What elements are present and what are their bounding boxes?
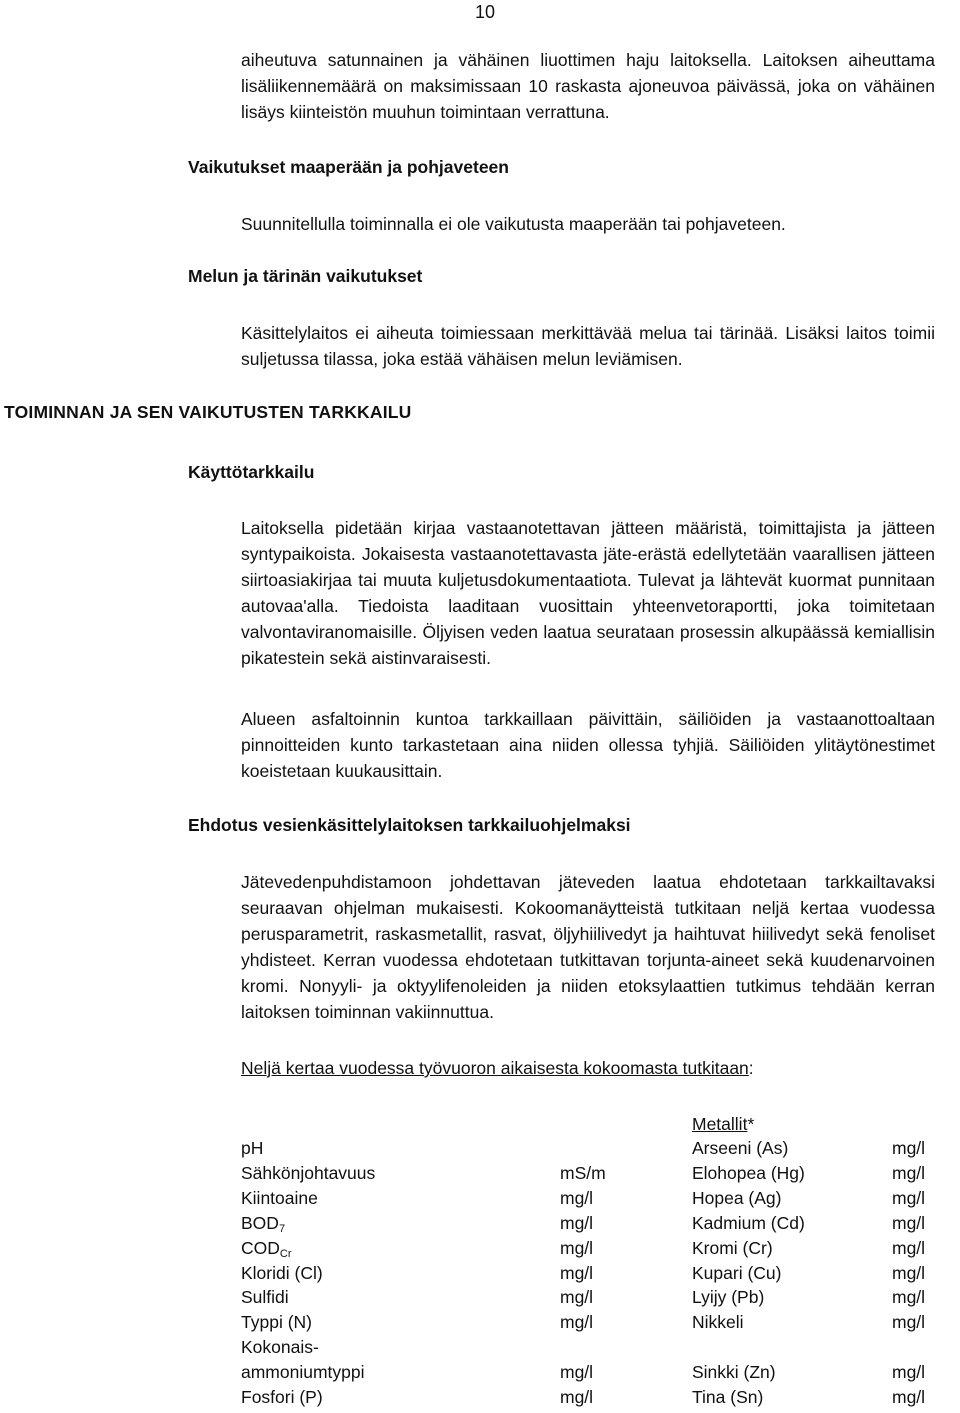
section-heading-soil: Vaikutukset maaperään ja pohjaveteen [188,157,509,177]
section-heading-noise: Melun ja tärinän vaikutukset [188,266,423,286]
parameter-name: ammoniumtyppi [241,1362,365,1383]
section-heading-operation: Käyttötarkkailu [188,462,315,482]
table-row [0,1163,960,1188]
section-heading-proposal: Ehdotus vesienkäsittelylaitoksen tarkkailuohjelmaksi [188,815,631,835]
parameter-unit: mg/l [560,1387,594,1407]
parameter-unit: mS/m [560,1162,606,1183]
metal-unit: mg/l [892,1287,926,1308]
table-row [0,1312,960,1337]
table-row [0,1138,960,1163]
metal-name: Kromi (Cr) [692,1237,773,1258]
sampling-label-colon: : [748,1058,754,1078]
parameter-unit: mg/l [560,1287,594,1308]
parameter-name: pH [241,1138,264,1158]
table-row [0,1337,960,1362]
table-row [0,1238,960,1263]
table-row [0,1263,960,1288]
parameter-unit: mg/l [560,1262,594,1283]
parameter-unit: mg/l [560,1187,594,1208]
parameter-unit: mg/l [560,1312,594,1333]
metal-name: Elohopea (Hg) [692,1162,805,1183]
metal-name: Hopea (Ag) [692,1187,782,1208]
metal-unit: mg/l [892,1237,926,1258]
operation-paragraph-1: Laitoksella pidetään kirjaa vastaanotettavan jätteen määristä, toimittajista ja jätteen syntypaikoista. Jokaisesta vastaanotettavasta jäte-erästä edellytetään vaarallisen jätteen siirtoasiakirjaa tai muuta kuljetusdokumentaatiota. Tulevat ja lähtevät kuormat punnitaan autovaa'alla. Tiedoista laaditaan vuosittain yhteenvetoraportti, joka toimitetaan valvontaviranomaisille. Öljyisen veden laatua seurataan prosessin alkupäässä kemiallisin pikatestein sekä aistinvaraisesti. [241,518,935,668]
soil-paragraph: Suunnitellulla toiminnalla ei ole vaikutusta maaperään tai pohjaveteen. [241,214,786,234]
metal-unit: mg/l [892,1312,926,1333]
noise-paragraph: Käsittelylaitos ei aiheuta toimiessaan merkittävää melua tai tärinää. Lisäksi laitos toimii suljetussa tilassa, joka estää vähäisen melun leviämisen. [241,323,935,369]
metal-unit: mg/l [892,1138,926,1158]
metal-name: Tina (Sn) [692,1387,764,1407]
metal-name: Arseeni (As) [692,1138,789,1158]
parameter-unit: mg/l [560,1362,594,1383]
parameter-unit: mg/l [560,1212,594,1233]
metal-unit: mg/l [892,1387,926,1407]
parameter-name: Fosfori (P) [241,1387,323,1407]
metal-unit: mg/l [892,1212,926,1233]
metal-name: Kadmium (Cd) [692,1212,805,1233]
metals-header-mark: * [747,1114,755,1134]
parameter-name: Kiintoaine [241,1187,318,1208]
parameter-unit: mg/l [560,1237,594,1258]
parameter-name: $BOD_7$ [241,1212,286,1235]
metals-header-label: Metallit [692,1114,748,1134]
monitoring-title: TOIMINNAN JA SEN VAIKUTUSTEN TARKKAILU [4,402,412,422]
table-row [0,1213,960,1238]
parameter-name: $COD_{Cr}$ [241,1237,292,1260]
metal-name: Sinkki (Zn) [692,1362,776,1383]
table-row [0,1287,960,1312]
parameter-name: Kloridi (Cl) [241,1262,323,1283]
metal-unit: mg/l [892,1262,926,1283]
parameter-name: Sähkönjohtavuus [241,1162,376,1183]
metal-name: Lyijy (Pb) [692,1287,765,1308]
proposal-paragraph: Jätevedenpuhdistamoon johdettavan jäteveden laatua ehdotetaan tarkkailtavaksi seuraavan ohjelman mukaisesti. Kokoomanäytteistä tutkitaan neljä kertaa vuodessa perusparametrit, raskasmetallit, rasvat, öljyhiilivedyt ja haihtuvat hiilivedyt sekä fenoliset yhdisteet. Kerran vuodessa ehdotetaan tutkittavan torjunta-aineet sekä kuudenarvoinen kromi. Nonyyli- ja oktyylifenoleiden ja niiden etoksylaattien tutkimus tehdään kerran laitoksen toiminnan vakiinnuttua. [241,872,935,1022]
page-number: 10 [475,2,496,22]
metal-name: Nikkeli [692,1312,744,1333]
metals-header [692,1114,754,1135]
parameter-subscript: Cr [279,1247,292,1260]
sampling-label [241,1058,754,1079]
parameter-subscript: 7 [278,1222,286,1235]
parameter-name: Typpi (N) [241,1312,312,1333]
metal-name: Kupari (Cu) [692,1262,782,1283]
table-row [0,1387,960,1412]
metal-unit: mg/l [892,1162,926,1183]
operation-paragraph-2: Alueen asfaltoinnin kuntoa tarkkaillaan päivittäin, säiliöiden ja vastaanottoaltaan pinnoitteiden kunto tarkastetaan aina niiden ollessa tyhjiä. Säiliöiden ylitäytönestimet koeistetaan kuukausittain. [241,709,935,781]
sampling-label-underlined: Neljä kertaa vuodessa työvuoron aikaisesta kokoomasta tutkitaan [241,1058,749,1078]
parameter-name: Kokonais- [241,1337,319,1358]
intro-paragraph: aiheutuva satunnainen ja vähäinen liuottimen haju laitoksella. Laitoksen aiheuttama lisäliikennemäärä on maksimissaan 10 raskasta ajoneuvoa päivässä, joka on vähäinen lisäys kiinteistön muuhun toimintaan verrattuna. [241,50,935,122]
parameter-name: Sulfidi [241,1287,289,1308]
table-row [0,1188,960,1213]
parameter-table [0,1138,960,1413]
metal-unit: mg/l [892,1187,926,1208]
table-row [0,1362,960,1387]
metal-unit: mg/l [892,1362,926,1383]
